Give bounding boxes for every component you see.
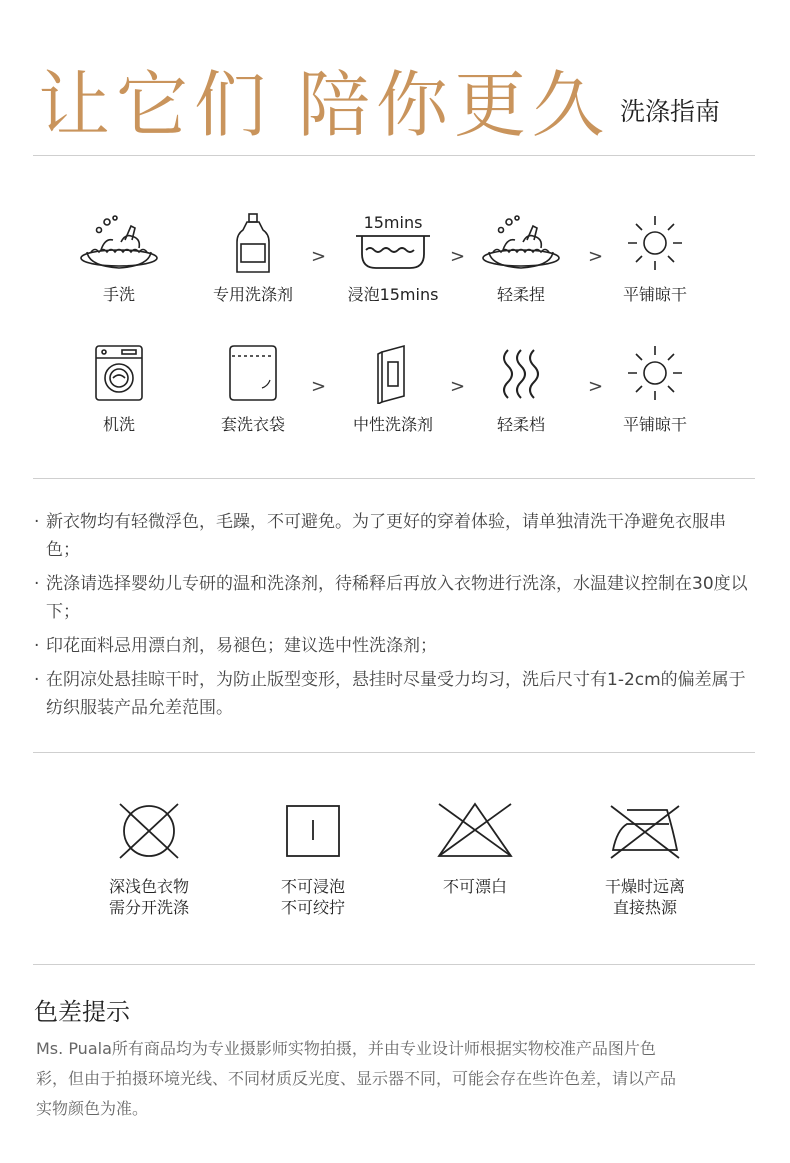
divider [33,964,755,965]
note-text: 洗涤请选择婴幼儿专研的温和洗涤剂，待稀释后再放入衣物进行洗涤，水温建议控制在30度以下； [46,574,748,622]
divider [33,155,755,156]
step-label: 平铺晾干 [622,415,687,434]
step-gentle-squeeze [466,212,576,305]
soak-basin-icon [348,212,438,274]
divider [33,478,755,479]
step-dry-flat [600,342,710,435]
divider [33,752,755,753]
washing-machine-icon [88,342,150,404]
step-neutral-detergent [338,342,448,435]
bullet: · [34,574,40,594]
step-label: 轻柔档 [496,415,545,434]
note-item [34,570,754,626]
bullet: · [34,636,40,656]
color-notice-text: Ms. Puala所有商品均为专业摄影师实物拍摄，并由专业设计师根据实物校准产品图片色彩，但由于拍摄环境光线、不同材质反光度、显示器不同，可能会存在些许色差，请以产品实物颜色为准。 [36,1039,677,1118]
care-label: 不可浸泡 不可绞拧 [280,877,345,917]
note-text: 新衣物均有轻微浮色，毛躁，不可避免。为了更好的穿着体验，请单独清洗干净避免衣服串色； [46,512,726,560]
step-laundry-bag [198,342,308,435]
step-label: 轻柔捏 [496,285,545,304]
page-subtitle: 洗涤指南 [620,97,721,126]
note-text: 印花面料忌用漂白剂，易褪色；建议选中性洗涤剂； [46,636,437,656]
gentle-cycle-icon [490,342,552,404]
step-detergent [198,212,308,305]
title-part-2: 陪你更久 [298,63,611,147]
step-dry-flat [600,212,710,305]
note-item [34,666,754,722]
page-title [38,60,610,150]
step-label: 套洗衣袋 [220,415,285,434]
arrow: > [588,246,604,267]
no-bleach-icon [435,800,515,862]
bullet: · [34,670,40,690]
care-symbol [84,800,214,918]
arrow: > [450,376,466,397]
step-label: 浸泡15mins [347,285,439,304]
laundry-bag-icon [222,342,284,404]
care-label: 深浅色衣物 需分开洗涤 [108,877,189,917]
title-part-1: 让它们 [38,63,273,147]
no-iron-icon [605,800,685,862]
bullet: · [34,512,40,532]
care-notes [34,508,754,728]
step-label: 机洗 [102,415,135,434]
care-symbol [248,800,378,918]
arrow: > [450,246,466,267]
care-label: 干燥时远离 直接热源 [604,877,685,917]
step-label: 平铺晾干 [622,285,687,304]
note-item [34,632,754,660]
step-soak [338,212,448,305]
no-tumble-dry-icon [114,800,184,862]
step-machine-wash [64,342,174,435]
arrow: > [311,376,327,397]
step-hand-wash [64,212,174,305]
arrow: > [588,376,604,397]
gentle-squeeze-icon [479,212,563,274]
color-notice-title: 色差提示 [34,998,130,1026]
step-label: 手洗 [102,285,135,304]
care-symbol [410,800,540,897]
sun-icon [624,212,686,274]
care-symbol [580,800,710,918]
detergent-bottle-icon [211,212,295,274]
step-gentle-cycle [466,342,576,435]
step-label: 专用洗涤剂 [212,285,293,304]
sun-icon [624,342,686,404]
step-label: 中性洗涤剂 [352,415,433,434]
hand-wash-icon [77,212,161,274]
soak-time-label: 15mins [363,213,423,232]
neutral-detergent-icon [348,342,438,404]
note-text: 在阴凉处悬挂晾干时，为防止版型变形，悬挂时尽量受力均习，洗后尺寸有1-2cm的偏差属于纺织服装产品允差范围。 [46,670,746,718]
dry-flat-icon [278,800,348,862]
arrow: > [311,246,327,267]
note-item [34,508,754,564]
care-label: 不可漂白 [442,877,507,896]
